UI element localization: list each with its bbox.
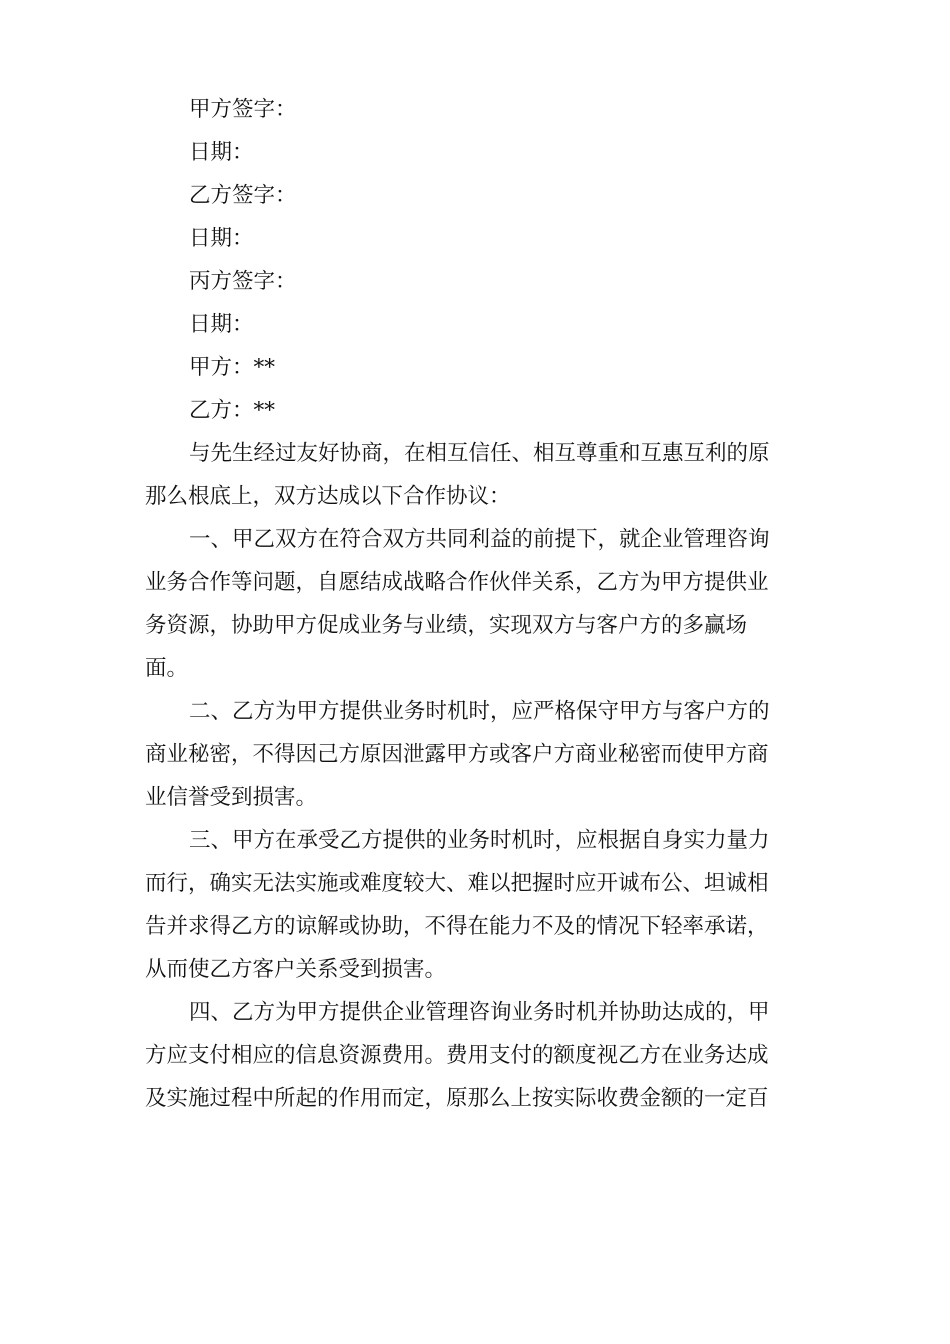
party-b-date-label: 日期： bbox=[189, 226, 254, 251]
clause-4-paragraph bbox=[145, 991, 805, 1120]
paragraph-line: 面。 bbox=[145, 656, 189, 681]
party-c-date-label: 日期： bbox=[189, 312, 254, 337]
clause-1-paragraph bbox=[145, 518, 805, 690]
paragraph-line: 方应支付相应的信息资源费用。费用支付的额度视乙方在业务达成 bbox=[145, 1043, 769, 1068]
paragraph-line: 业务合作等问题，自愿结成战略合作伙伴关系，乙方为甲方提供业 bbox=[145, 570, 769, 595]
paragraph-line: 务资源，协助甲方促成业务与业绩，实现双方与客户方的多赢场 bbox=[145, 613, 748, 638]
paragraph-line: 二、乙方为甲方提供业务时机时，应严格保守甲方与客户方的 bbox=[189, 699, 770, 724]
paragraph-line: 告并求得乙方的谅解或协助，不得在能力不及的情况下轻率承诺， bbox=[145, 914, 769, 939]
intro-paragraph bbox=[145, 432, 805, 518]
paragraph-line: 商业秘密，不得因己方原因泄露甲方或客户方商业秘密而使甲方商 bbox=[145, 742, 769, 767]
paragraph-line: 三、甲方在承受乙方提供的业务时机时，应根据自身实力量力 bbox=[189, 828, 770, 853]
paragraph-line: 及实施过程中所起的作用而定，原那么上按实际收费金额的一定百 bbox=[145, 1086, 769, 1111]
paragraph-line: 而行，确实无法实施或难度较大、难以把握时应开诚布公、坦诚相 bbox=[145, 871, 769, 896]
clause-2-paragraph bbox=[145, 690, 805, 819]
paragraph-line: 与先生经过友好协商，在相互信任、相互尊重和互惠互利的原 bbox=[189, 441, 770, 466]
paragraph-line: 一、甲乙双方在符合双方共同利益的前提下，就企业管理咨询 bbox=[189, 527, 770, 552]
party-b-signature-label: 乙方签字： bbox=[189, 183, 297, 208]
paragraph-line: 从而使乙方客户关系受到损害。 bbox=[145, 957, 447, 982]
party-b-name: 乙方：** bbox=[189, 398, 276, 423]
paragraph-line: 那么根底上，双方达成以下合作协议： bbox=[145, 484, 511, 509]
paragraph-line: 四、乙方为甲方提供企业管理咨询业务时机并协助达成的，甲 bbox=[189, 1000, 770, 1025]
party-c-signature-label: 丙方签字： bbox=[189, 269, 297, 294]
party-a-name: 甲方：** bbox=[189, 355, 276, 380]
party-a-date-label: 日期： bbox=[189, 140, 254, 165]
clause-3-paragraph bbox=[145, 819, 805, 991]
party-a-signature-label: 甲方签字： bbox=[189, 97, 297, 122]
document-body bbox=[145, 88, 805, 1120]
paragraph-line: 业信誉受到损害。 bbox=[145, 785, 318, 810]
